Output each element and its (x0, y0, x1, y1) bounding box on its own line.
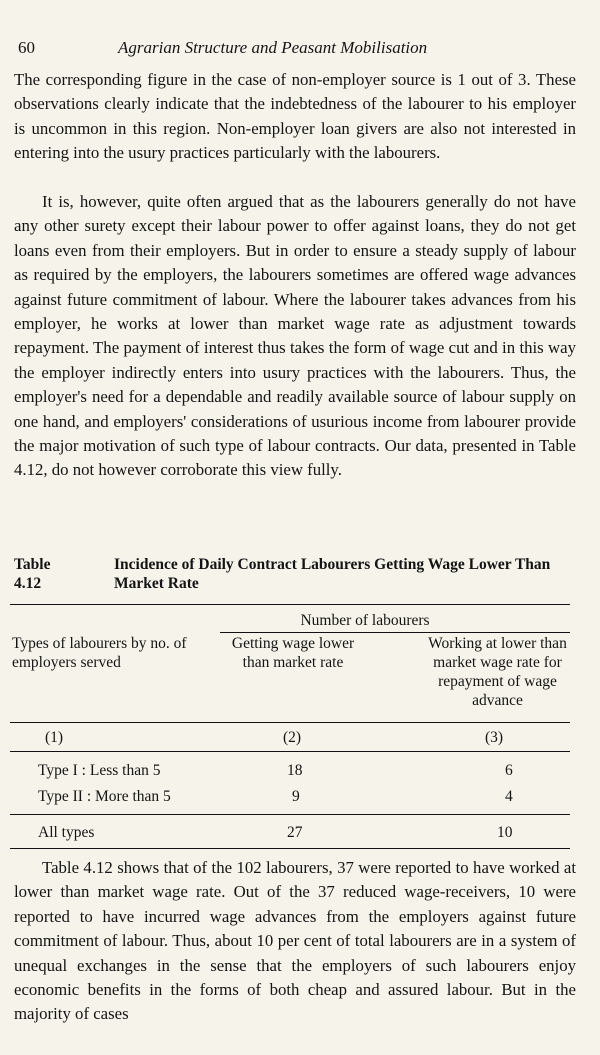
row-lower-wage: 18 (287, 762, 303, 779)
col-number-2: (2) (283, 729, 302, 746)
group-header-rule (220, 632, 570, 633)
group-header: Number of labourers (300, 612, 430, 629)
col-number-rule (10, 751, 570, 752)
paragraph-1: The corresponding figure in the case of non-employer source is 1 out of 3. These observations clearly indicate that the indebtedness of the labourer to his employer is uncommon in this region. Non-employer loan givers are also not interested in entering into the usury practices particularly with the labourers. (14, 70, 576, 163)
running-title: Agrarian Structure and Peasant Mobilisation (118, 38, 428, 57)
table-top-rule (10, 604, 570, 605)
total-rule (10, 814, 570, 815)
total-type: All types (38, 824, 95, 841)
row-type: Type I : Less than 5 (38, 762, 161, 779)
page-number: 60 (18, 38, 35, 57)
paragraph-3: Table 4.12 shows that of the 102 labourers, 37 were reported to have worked at lower than market wage rate. Out of the 37 reduced wage-receivers, 10 were reported to have incurred wage advances from the employers against future commitment of labour. Thus, about 10 per cent of total labourers are in a system of unequal exchanges in the sense that the employers of such labourers enjoy economic benefits in the forms of both cheap and assured labour. But in the majority of cases (14, 858, 576, 1024)
col3-header: Working at lower than market wage rate for repayment of wage advance (428, 635, 567, 709)
row-type: Type II : More than 5 (38, 788, 171, 805)
total-lower-wage: 27 (287, 824, 303, 841)
col-number-1: (1) (45, 729, 64, 746)
header-bottom-rule (10, 722, 570, 723)
total-repayment: 10 (497, 824, 513, 841)
col2-header: Getting wage lower than market rate (231, 635, 355, 671)
page-header (18, 38, 580, 60)
col1-header: Types of labourers by no. of employers served (12, 635, 187, 671)
table-bottom-rule (10, 848, 570, 849)
row-lower-wage: 9 (292, 788, 300, 805)
paragraph-2: It is, however, quite often argued that as the labourers generally do not have any other surety except their labour power to offer against loans, they do not get loans even from their employers. But in order to ensure a steady supply of labour as required by the employers, the labourers sometimes are offered wage advances against future commitment of labour. Where the labourer takes advances from his employer, he works at lower than market wage rate as adjustment towards repayment. The payment of interest thus takes the form of wage cut and in this way the employer indirectly enters into usury practices with the labourers. Thus, the employer's need for a dependable and readily available source of labour supply on one hand, and employers' considerations of usurious income from labourer provide the major motivation of such type of labour contracts. Our data, presented in Table 4.12, do not however corroborate this view fully. (14, 192, 576, 480)
row-repayment: 4 (505, 788, 513, 805)
table-title: Incidence of Daily Contract Labourers Getting Wage Lower Than Market Rate (114, 556, 551, 592)
table-number: Table 4.12 (14, 556, 51, 592)
col-number-3: (3) (485, 729, 504, 746)
row-repayment: 6 (505, 762, 513, 779)
